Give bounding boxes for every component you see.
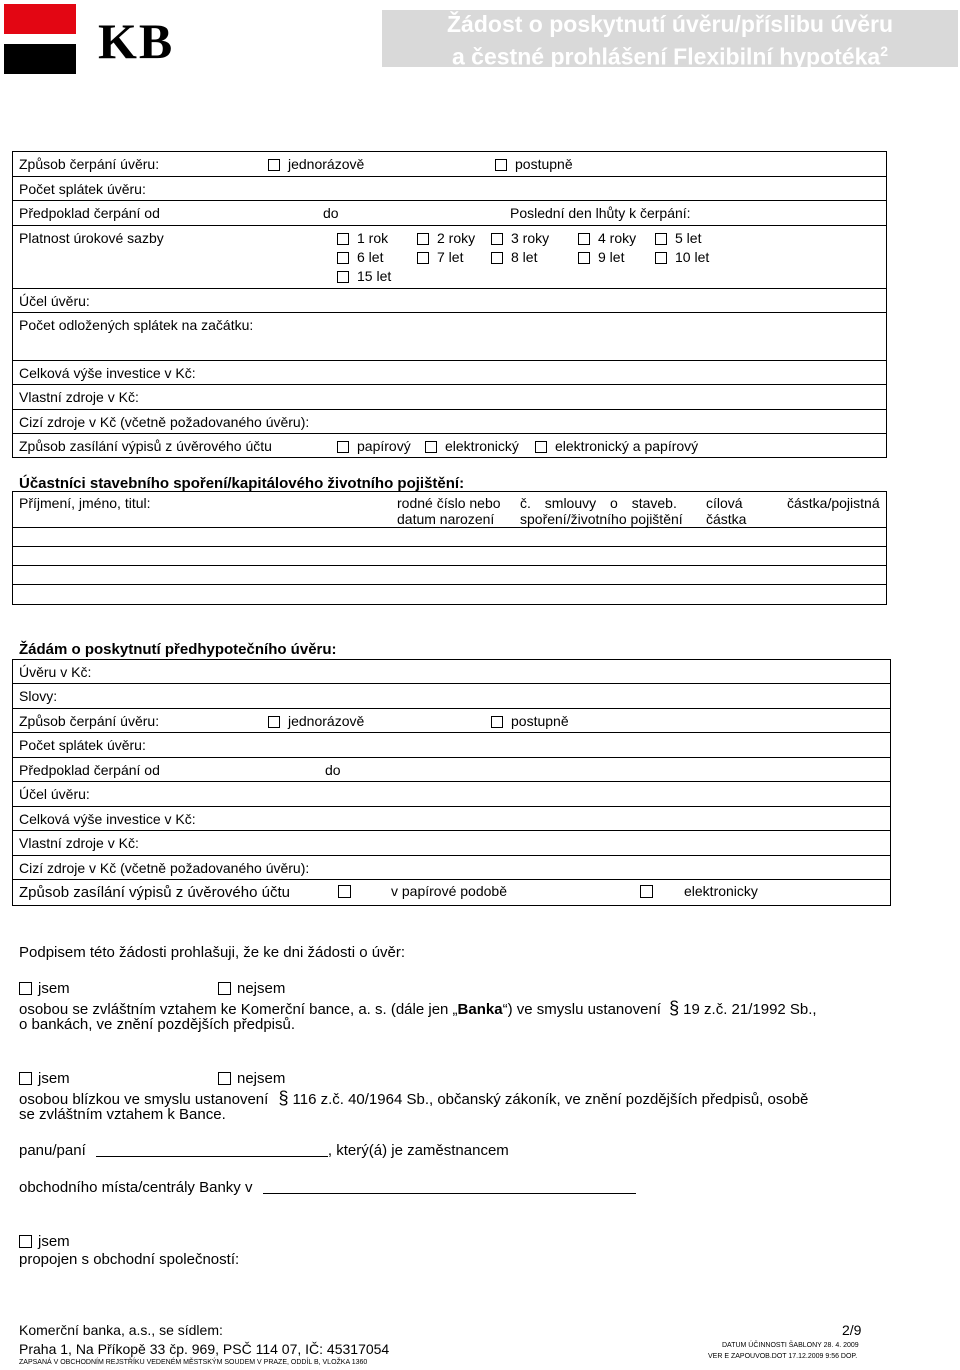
own-sources-label-2: Vlastní zdroje v Kč: [19,835,139,851]
to-label-2: do [325,762,341,778]
p1-c: 19 z.č. 21/1992 Sb., [683,1001,817,1018]
rate-checkbox[interactable] [337,252,349,264]
row-own-sources [13,385,886,410]
footer-address: Praha 1, Na Příkopě 33 čp. 969, PSČ 114 07, IČ: 45317054 [19,1341,390,1357]
row-purpose-2 [13,782,890,807]
rate-label: Platnost úrokové sazby [19,230,164,246]
branch-field[interactable] [263,1179,636,1194]
p2-b: 116 z.č. 40/1964 Sb., občanský zákoník, ve znění pozdějších předpisů, osobě [292,1091,809,1108]
title-line-2: a čestné prohlášení Flexibilní hypotéka [452,43,881,70]
p1-section: § [669,998,680,1018]
p1-a: osobou se zvláštním vztahem ke Komerční bance, a. s. (dále jen „ [19,1001,458,1018]
title-sup: 2 [880,43,888,59]
am-checkbox-1[interactable] [19,982,32,995]
rate-checkbox[interactable] [578,252,590,264]
row-total-invest [13,361,886,385]
row-statement [13,434,886,457]
declaration-intro: Podpisem této žádosti prohlašuji, že ke dni žádosti o úvěr: [19,944,406,961]
row-installments-2 [13,733,890,758]
row-purpose [13,289,886,313]
rate-option: 2 roky [437,230,476,246]
p1-b: “) ve smyslu ustanovení [502,1001,661,1018]
footer-registry: ZAPSANÁ V OBCHODNÍM REJSTŘÍKU VEDENÉM MĚSTSKÝM SOUDEM V PRAZE, ODDÍL B, VLOŽKA 1360 [19,1359,368,1366]
statement-label-2: Způsob zasílání výpisů z úvěrového účtu [19,884,290,901]
col-contract-1: č. smlouvy o staveb. [520,495,677,511]
row-expected-2 [13,758,890,782]
rate-option: 4 roky [598,230,637,246]
drawdown-once-label: jednorázově [288,156,365,172]
statement-paper-label: papírový [357,438,411,454]
col-birth-2: datum narození [397,511,495,527]
document-title [382,10,958,70]
row-loan-amount [13,660,890,684]
purpose-label-2: Účel úvěru: [19,786,90,802]
footer-page: 2/9 [842,1322,862,1338]
row-deferred [13,313,886,361]
rate-checkbox[interactable] [417,233,429,245]
rate-checkbox[interactable] [578,233,590,245]
row-own-sources-2 [13,831,890,856]
title-line-2-wrap [382,38,958,71]
drawdown-grad-label-2: postupně [511,713,569,729]
p2-a: osobou blízkou ve smyslu ustanovení [19,1091,269,1108]
kb-logo [4,4,76,74]
am-label-1: jsem [38,980,70,997]
own-sources-label: Vlastní zdroje v Kč: [19,389,139,405]
participants-table [12,491,887,605]
installments-label-2: Počet splátek úvěru: [19,737,146,753]
rate-option: 10 let [675,249,710,265]
loan-details-table [12,151,887,458]
rate-option: 1 rok [357,230,389,246]
am-not-checkbox-2[interactable] [218,1072,231,1085]
statement-paper-checkbox[interactable] [337,441,349,453]
drawdown-grad-label: postupně [515,156,573,172]
foreign-sources-label: Cizí zdroje v Kč (včetně požadovaného úvěru): [19,414,310,430]
drawdown-label: Způsob čerpání úvěru: [19,156,160,172]
expected-from-label: Předpoklad čerpání od [19,205,160,221]
total-invest-label: Celková výše investice v Kč: [19,365,196,381]
row-total-invest-2 [13,807,890,831]
am-not-label-1: nejsem [237,980,286,997]
to-label: do [323,205,339,221]
participants-header-row [13,492,886,528]
am-label-3: jsem [38,1233,70,1250]
mr-mrs-label: panu/paní [19,1142,86,1159]
statement-paper-checkbox-2[interactable] [338,885,351,898]
rate-option: 7 let [437,249,464,265]
rate-checkbox[interactable] [337,271,349,283]
deferred-label: Počet odložených splátek na začátku: [19,317,254,333]
drawdown-grad-checkbox-2[interactable] [491,716,503,728]
rate-option: 15 let [357,268,392,284]
statement-elec-label-2: elektronicky [684,883,758,899]
rate-option: 3 roky [511,230,550,246]
employee-line [19,1142,509,1159]
branch-line [19,1179,636,1196]
drawdown-once-label-2: jednorázově [288,713,365,729]
last-day-label: Poslední den lhůty k čerpání: [510,205,691,221]
declaration-p2-line2: se zvláštním vztahem k Bance. [19,1106,226,1123]
am-label-2: jsem [38,1070,70,1087]
purpose-label: Účel úvěru: [19,293,90,309]
p2-section: § [278,1088,289,1108]
statement-elec-label: elektronický [445,438,519,454]
am-not-checkbox-1[interactable] [218,982,231,995]
rate-checkbox[interactable] [417,252,429,264]
drawdown-once-checkbox-2[interactable] [268,716,280,728]
am-not-label-2: nejsem [237,1070,286,1087]
rate-checkbox[interactable] [491,233,503,245]
participant-row[interactable] [13,547,886,566]
row-drawdown-2 [13,709,890,733]
participant-row[interactable] [13,528,886,547]
col-target-1: cílová [706,495,743,511]
expected-from-label-2: Předpoklad čerpání od [19,762,160,778]
row-statement-2 [13,880,890,905]
row-rate [13,226,886,289]
preloan-heading: Žádám o poskytnutí předhypotečního úvěru: [19,641,337,658]
row-drawdown [13,152,886,177]
participant-row[interactable] [13,566,886,585]
foreign-sources-label-2: Cizí zdroje v Kč (včetně požadovaného úvěru): [19,860,310,876]
col-birth-1: rodné číslo nebo [397,495,501,511]
participants-heading: Účastníci stavebního spoření/kapitálového životního pojištění: [19,475,465,492]
footer-effective: DATUM ÚČINNOSTI ŠABLONY 28. 4. 2009 [722,1342,859,1349]
footer-bank: Komerční banka, a.s., se sídlem: [19,1322,223,1338]
row-installments [13,177,886,201]
col-contract-2: spoření/životního pojištění [520,511,683,527]
preloan-table [12,659,891,906]
employee-name-field[interactable] [96,1142,328,1157]
statement-both-checkbox[interactable] [535,441,547,453]
rate-option: 6 let [357,249,384,265]
rate-checkbox[interactable] [655,233,667,245]
col-amount: částka/pojistná [787,495,880,511]
declaration-p1-line2: o bankách, ve znění pozdějších předpisů. [19,1016,296,1033]
footer-version: VER E ZAPOUVOB.DOT 17.12.2009 9:56 DOP. [708,1353,858,1360]
rate-checkbox[interactable] [655,252,667,264]
row-foreign-sources [13,410,886,434]
logo-text: KB [98,13,175,69]
rate-option: 9 let [598,249,625,265]
rate-option: 8 let [511,249,538,265]
statement-elec-checkbox[interactable] [425,441,437,453]
drawdown-once-checkbox[interactable] [268,159,280,171]
installments-label: Počet splátek úvěru: [19,181,146,197]
row-foreign-sources-2 [13,856,890,880]
col-target-2: částka [706,511,747,527]
employee-label: , který(á) je zaměstnancem [327,1142,509,1159]
am-checkbox-3[interactable] [19,1235,32,1248]
row-expected [13,201,886,226]
drawdown-grad-checkbox[interactable] [495,159,507,171]
statement-both-label: elektronický a papírový [555,438,699,454]
statement-paper-label-2: v papírové podobě [391,883,507,899]
connected-label: propojen s obchodní společností: [19,1251,240,1268]
am-checkbox-2[interactable] [19,1072,32,1085]
participant-row[interactable] [13,585,886,604]
rate-option: 5 let [675,230,702,246]
title-line-1: Žádost o poskytnutí úvěru/příslibu úvěru [447,11,893,37]
row-words [13,684,890,709]
drawdown-label-2: Způsob čerpání úvěru: [19,713,160,729]
rate-checkbox[interactable] [337,233,349,245]
rate-checkbox[interactable] [491,252,503,264]
total-invest-label-2: Celková výše investice v Kč: [19,811,196,827]
statement-label: Způsob zasílání výpisů z úvěrového účtu [19,438,272,454]
col-name: Příjmení, jméno, titul: [19,495,151,511]
words-label: Slovy: [19,688,58,704]
statement-elec-checkbox-2[interactable] [640,885,653,898]
p1-bold: Banka [457,1001,503,1018]
branch-label: obchodního místa/centrály Banky v [19,1179,253,1196]
loan-amount-label: Úvěru v Kč: [19,664,92,680]
